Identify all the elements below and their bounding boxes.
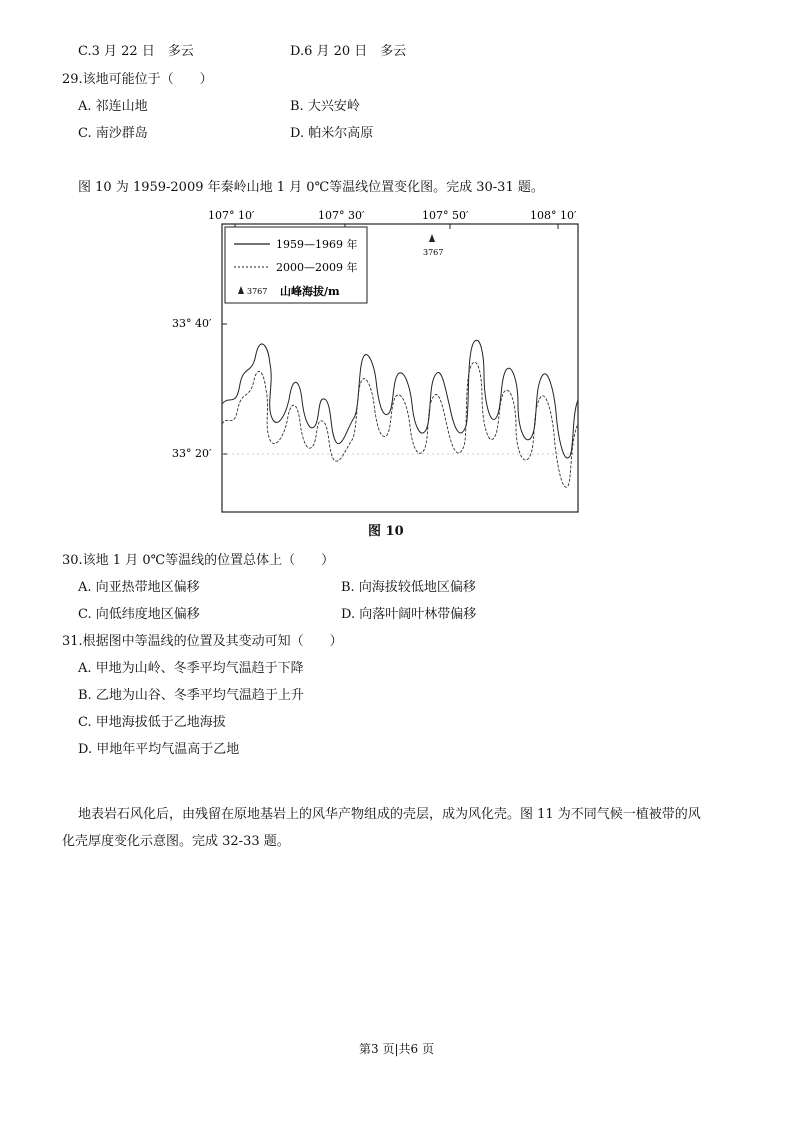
- figure-caption: 图 10: [368, 524, 404, 539]
- lon-label-4: 108° 10′: [530, 209, 577, 222]
- q30-option-b: B. 向海拔较低地区偏移: [341, 580, 476, 595]
- intro-32-33-line1: 地表岩石风化后，由残留在原地基岩上的风华产物组成的壳层，成为风化壳。图 11 为不同气候一植被带的风: [78, 807, 701, 822]
- q30-option-a: A. 向亚热带地区偏移: [78, 580, 200, 595]
- legend-peak-label: 山峰海拔/m: [280, 285, 340, 298]
- q31-option-d: D. 甲地年平均气温高于乙地: [78, 742, 240, 757]
- lon-label-2: 107° 30′: [318, 209, 365, 222]
- q29-option-a: A. 祁连山地: [78, 99, 148, 114]
- peak-value: 3767: [423, 248, 444, 257]
- q31-option-a: A. 甲地为山岭、冬季平均气温趋于下降: [78, 661, 304, 676]
- lon-label-1: 107° 10′: [208, 209, 255, 222]
- q28-option-d: D.6 月 20 日 多云: [290, 44, 407, 59]
- q29-option-d: D. 帕米尔高原: [290, 126, 374, 141]
- q31-option-b: B. 乙地为山谷、冬季平均气温趋于上升: [78, 688, 304, 703]
- legend-dashed-label: 2000—2009 年: [276, 261, 358, 274]
- isotherm-1959-1969: [222, 340, 578, 458]
- isotherm-2000-2009: [222, 362, 578, 487]
- q28-option-c: C.3 月 22 日 多云: [78, 44, 194, 59]
- figure-10-map: [170, 204, 590, 534]
- q31-stem: 31.根据图中等温线的位置及其变动可知（ ）: [62, 634, 343, 649]
- q30-option-d: D. 向落叶阔叶林带偏移: [341, 607, 477, 622]
- q30-stem: 30.该地 1 月 0℃等温线的位置总体上（ ）: [62, 553, 335, 568]
- intro-30-31: 图 10 为 1959-2009 年秦岭山地 1 月 0℃等温线位置变化图。完成 30-31 题。: [78, 180, 544, 195]
- q29-option-c: C. 南沙群岛: [78, 126, 148, 141]
- lon-label-3: 107° 50′: [422, 209, 469, 222]
- lat-label-1: 33° 40′: [172, 317, 212, 330]
- q29-option-b: B. 大兴安岭: [290, 99, 360, 114]
- page-footer: 第3 页|共6 页: [359, 1042, 434, 1056]
- legend-peak-value: 3767: [247, 287, 268, 296]
- q30-option-c: C. 向低纬度地区偏移: [78, 607, 200, 622]
- intro-32-33-line2: 化壳厚度变化示意图。完成 32-33 题。: [62, 834, 290, 849]
- q31-option-c: C. 甲地海拔低于乙地海拔: [78, 715, 226, 730]
- q29-stem: 29.该地可能位于（ ）: [62, 72, 213, 87]
- lat-label-2: 33° 20′: [172, 447, 212, 460]
- legend-solid-label: 1959—1969 年: [276, 238, 358, 251]
- peak-icon: [429, 234, 435, 242]
